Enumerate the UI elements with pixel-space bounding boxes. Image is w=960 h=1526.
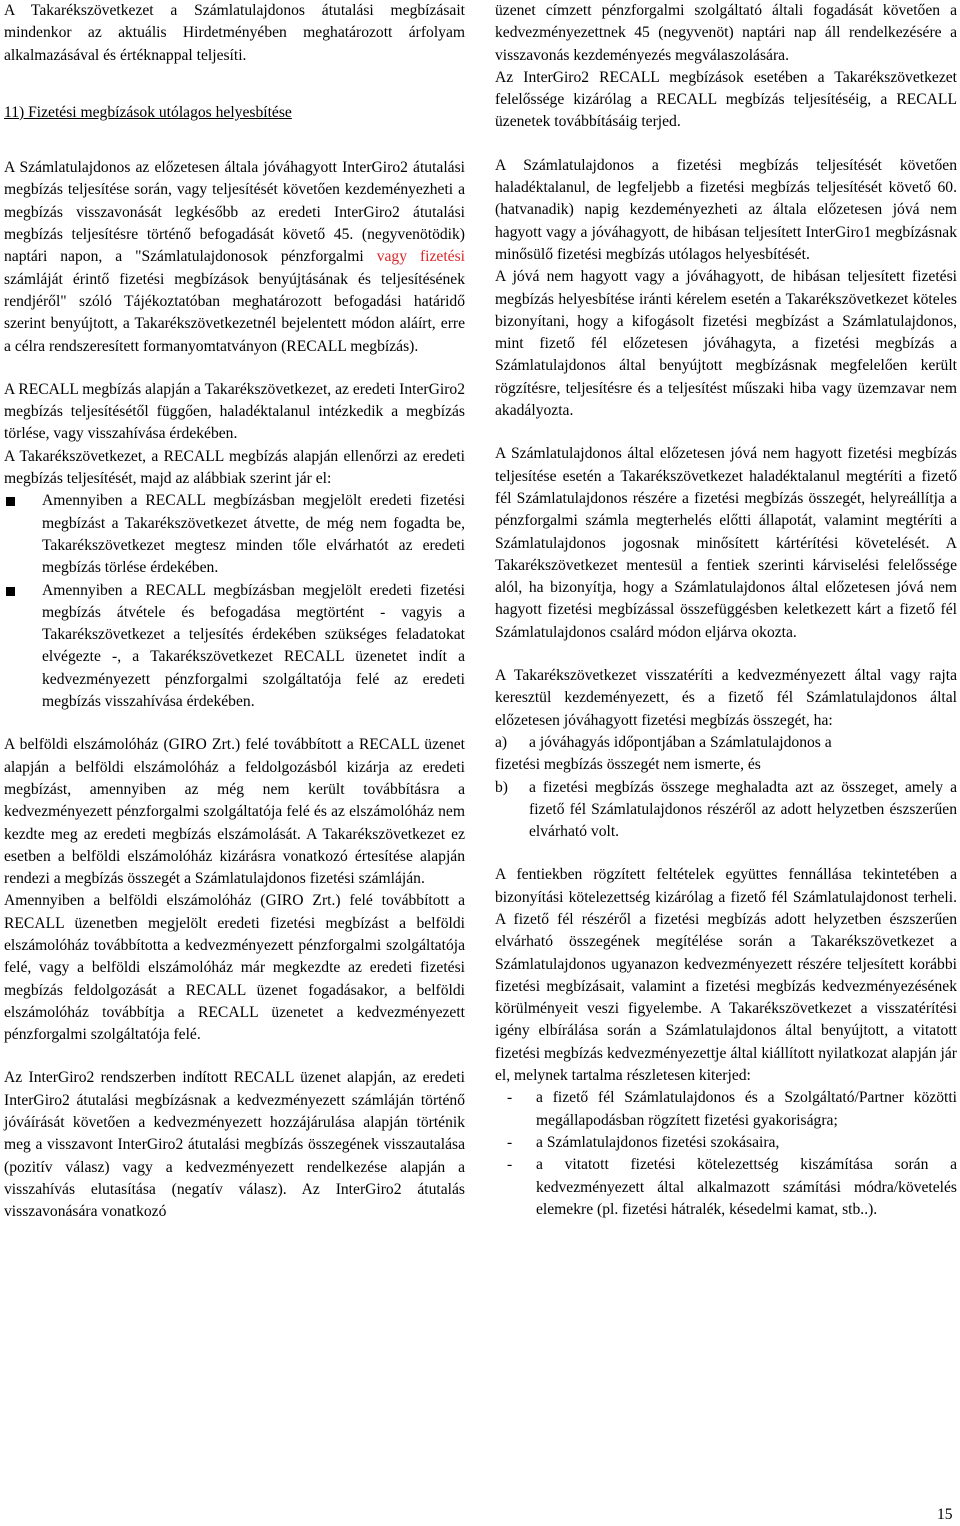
dash-item <box>495 1154 957 1221</box>
list-text: a jóváhagyás időpontjában a Számlatulajdonos a <box>529 733 832 751</box>
page-number: 15 <box>937 1506 953 1523</box>
list-item-a <box>495 732 957 754</box>
clearing-house-paragraph: A belföldi elszámolóház (GIRO Zrt.) felé továbbított a RECALL üzenet alapján a belföldi elszámolóház a feldolgozásból kizárja az eredeti megbízást, amennyiben az még nem került továbbításra a kedvezményezett pénzforgalmi szolgáltatója felé és az elszámolóház nem kezdte meg az eredeti megbízás elszámolását. A Takarékszövetkezet ez esetben a belföldi elszámolóház kizárásra vonatkozó értesítése alapján rendezi a megbízás összegét a Számlatulajdonos fizetési számláján. <box>4 736 465 888</box>
conditions-paragraph: A fentiekben rögzített feltételek együttes fennállása tekintetében a bizonyítási kötelezettség kizárólag a fizető fél Számlatulajdonost terheli. A fizető fél részéről a fizetési megbízás adott helyzetben észszerűen elvárható összegének megítélése során a Takarékszövetkezet a Számlatulajdonos ugyanazon kedvezményezett részére teljesített korábbi fizetési megbízásait, valamint a fizetési megbízás kedvezményezésének körülményeit veszi figyelembe. A Takarékszövetkezet a visszatérítési igény elbírálása során a Számlatulajdonos által benyújtott, a vitatott fizetési megbízás kedvezményezettje által kiállított nyilatkozat alapján jár el, melynek tartalma részletesen kiterjed: <box>495 866 957 1085</box>
left-column <box>4 0 465 1224</box>
continuation-paragraph: üzenet címzett pénzforgalmi szolgáltató általi fogadását követően a kedvezményezettnek 45 (negyvenöt) naptári nap áll rendelkezésére a visszavonás kezdeményezés megválaszolására. <box>495 2 957 64</box>
dash-item <box>495 1087 957 1132</box>
recall-paragraph <box>4 157 465 358</box>
list-item-b <box>495 777 957 844</box>
bullet-item <box>4 580 465 714</box>
list-item-a-continuation: fizetési megbízás összegét nem ismerte, és <box>495 756 761 774</box>
section-heading: 11) Fizetési megbízások utólagos helyesbítése <box>4 103 292 121</box>
square-bullet-icon <box>4 490 42 579</box>
list-label: b) <box>495 778 508 796</box>
dash-item <box>495 1132 957 1154</box>
dash-text: a vitatott fizetési kötelezettség kiszámítása során a kedvezményezett által alkalmazott számítási módra/követelés elemekre (pl. fizetési hátralék, késedelmi kamat, stb..). <box>536 1156 957 1218</box>
list-label: a) <box>495 733 508 751</box>
check-paragraph: A Takarékszövetkezet, a RECALL megbízás alapján ellenőrzi az eredeti megbízás teljesítését, majd az alábbiak szerint jár el: <box>4 447 465 488</box>
square-bullet-icon <box>4 580 42 714</box>
dash-label: - <box>507 1133 513 1151</box>
right-column <box>495 0 957 1221</box>
dash-label: - <box>507 1089 513 1107</box>
dash-text: a Számlatulajdonos fizetési szokásaira, <box>536 1133 780 1151</box>
intro-paragraph: A Takarékszövetkezet a Számlatulajdonos átutalási megbízásait mindenkor az aktuális Hirdetményében meghatározott árfolyam alkalmazásával és értéknappal teljesíti. <box>4 2 465 64</box>
bullet-text: Amennyiben a RECALL megbízásban megjelölt eredeti fizetési megbízás átvétele és befogadása megtörtént - vagyis a Takarékszövetkezet a teljesítés érdekében szükséges feladatokat elvégezte -, a Takarékszövetkezet RECALL üzenetet indít a kedvezményezett pénzforgalmi szolgáltatója felé az eredeti megbízás visszahívása érdekében. <box>42 581 465 711</box>
highlighted-text: vagy fizetési <box>376 248 465 266</box>
refund-conditions-paragraph: A Takarékszövetkezet visszatéríti a kedvezményezett által vagy rajta keresztül kezdeményezett, és a fizető fél Számlatulajdonos által előzetesen jóváhagyott fizetési megbízás összegét, ha: <box>495 667 957 729</box>
dash-label: - <box>507 1156 513 1174</box>
responsibility-paragraph: Az InterGiro2 RECALL megbízások esetében a Takarékszövetkezet felelőssége kizárólag a RECALL megbízás teljesítéséig, a RECALL üzenetek továbbításáig terjed. <box>495 68 957 131</box>
recall-text-a: A Számlatulajdonos az előzetesen általa jóváhagyott InterGiro2 átutalási megbízás teljesítése során, vagy teljesítését követően kezdeményezheti a megbízás visszavonását legkésőbb az eredeti InterGiro2 átutalási megbízás teljesítésre történő befogadását követő 45. (negyvenötödik) naptári napon, a "Számlatulajdonosok pénzforgalmi <box>4 159 465 266</box>
bullet-text: Amennyiben a RECALL megbízásban megjelölt eredeti fizetési megbízást a Takarékszövetkezet átvette, de még nem fogadta be, Takarékszövetkezet megtesz minden tőle elvárhatót az eredeti megbízás törlése érdekében. <box>42 492 465 577</box>
forwarded-paragraph: Amennyiben a belföldi elszámolóház (GIRO Zrt.) felé továbbított a RECALL üzenetben megjelölt eredeti fizetési megbízást a belföldi elszámolóház továbbította a kedvezményezett pénzforgalmi szolgáltatója felé, vagy a belföldi elszámolóház már megkezdte az eredeti fizetési megbízás feldolgozását a RECALL üzenet fogadásakor, a belföldi elszámolóház továbbítja a RECALL üzenetet a kedvezményezett pénzforgalmi szolgáltatója felé. <box>4 892 465 1044</box>
bullet-item <box>4 490 465 579</box>
dash-text: a fizető fél Számlatulajdonos és a Szolgáltató/Partner közötti megállapodásban rögzített fizetési gyakoriságra; <box>536 1089 957 1129</box>
recall-text-b: számláját érintő fizetési megbízások benyújtásának és teljesítésének rendjéről" szóló Tájékoztatóban meghatározott befogadási határidő szerint benyújtott, a Takarékszövetkezetnél bejelentett módon aláírt, erre a célra rendszeresített formanyomtatványon (RECALL megbízás). <box>4 270 465 355</box>
correction-paragraph: A Számlatulajdonos a fizetési megbízás teljesítését követően haladéktalanul, de legfeljebb a fizetési megbízás teljesítését követő 60. (hatvanadik) napig kezdeményezheti az általa előzetesen jóvá nem hagyott vagy a jóváhagyott, de hibásan teljesített InterGiro1 megbízásnak minősülő fizetési megbízás utólagos helyesbítését. <box>495 156 957 263</box>
refund-paragraph: A Számlatulajdonos által előzetesen jóvá nem hagyott fizetési megbízás teljesítése esetén a Takarékszövetkezet haladéktalanul megtéríti a fizető fél Számlatulajdonos részére a fizetési megbízás összegét, helyreállítja a pénzforgalmi számla megterhelés előtti állapotát, valamint megtéríti a Számlatulajdonos jogosnak minősített kártérítési követelését. A Takarékszövetkezet mentesül a fentiek szerinti kárviselési felelőssége alól, ha bizonyítja, hogy a Számlatulajdonos által előzetesen jóvá nem hagyott fizetési megbízással összefüggésben keletkezett kárt a fizető fél Számlatulajdonos csalárd módon eljárva okozta. <box>495 445 957 641</box>
intergiro-recall-paragraph: Az InterGiro2 rendszerben indított RECALL üzenet alapján, az eredeti InterGiro2 átutalási megbízásnak a kedvezményezett számláján történő jóváírását követően a kedvezményezett hozzájárulása alapján történik meg a visszavont InterGiro2 átutalási megbízás összegének visszautalása (pozitív válasz) vagy a kedvezményezett rendelkezése alapján a visszahívás elutasítása (negatív válasz). Az InterGiro2 átutalás visszavonására vonatkozó <box>4 1069 465 1221</box>
list-text: a fizetési megbízás összege meghaladta azt az összeget, amely a fizető fél Számlatulajdonos részéről az adott helyzetben észszerűen elvárható volt. <box>529 778 957 841</box>
burden-of-proof-paragraph: A jóvá nem hagyott vagy a jóváhagyott, de hibásan teljesített fizetési megbízás helyesbítése iránti kérelem esetén a Takarékszövetkezet köteles bizonyítani, hogy a kifogásolt fizetési megbízást a Számlatulajdonos, mint fizető fél előzetesen jóváhagyta, a fizetési megbízás a Számlatulajdonos által benyújtott megbízásnak megfelelően került rögzítésre, teljesítésre és a teljesítést műszaki hiba vagy üzemzavar nem akadályozta. <box>495 268 957 420</box>
recall-action-paragraph: A RECALL megbízás alapján a Takarékszövetkezet, az eredeti InterGiro2 megbízás teljesítésétől függően, haladéktalanul intézkedik a megbízás törlése, vagy visszahívása érdekében. <box>4 380 465 443</box>
